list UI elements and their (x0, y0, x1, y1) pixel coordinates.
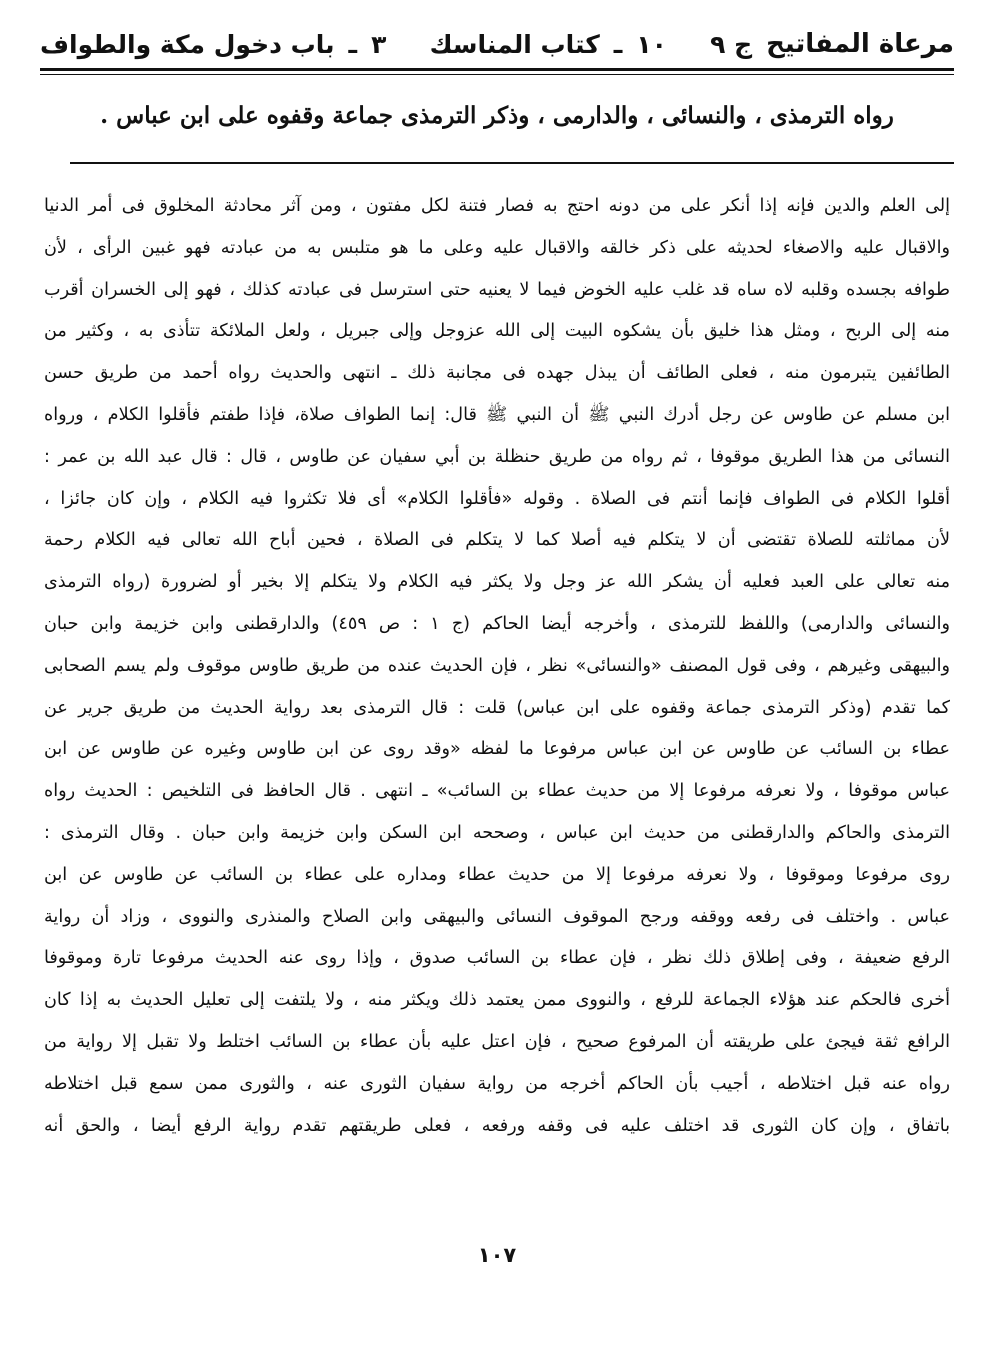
commentary-text (44, 186, 950, 1147)
page-number: ١٠٧ (477, 1243, 517, 1267)
header-volume: ج ٩ (710, 29, 753, 59)
header-dash: ـ (348, 29, 358, 59)
text-line: والبيهقى وغيرهم ، وفى قول المصنف «والنسائى» نظر ، فإن الحديث عنده من طريق طاوس موقوف ولم يسم الصحابى (44, 655, 950, 676)
header-right-group (710, 29, 954, 59)
text-line: الرفع ضعيفة ، وفى إطلاق ذلك نظر ، فإن عطاء بن السائب صدوق ، وإذا روى عنه الحديث مرفوعا تارة وموقوفا (44, 948, 950, 969)
text-line: النسائى من هذا الطريق موقوفا ، ثم رواه من طريق حنظلة بن أبي سفيان عن طاوس ، قال : قال عبد الله بن عمر : (44, 446, 950, 467)
text-line: باتفاق ، وإن كان الثورى قد اختلف عليه فى وقفه ورفعه ، فعلى طريقتهم تقدم رواية الرفع أيضا ، والحق أنه (44, 1115, 950, 1136)
text-line: طوافه بجسده وقلبه لاه ساه قد غلب عليه الخوض فيما لا يعنيه حتى استرسل فى عبادته كذلك ، فهو إلى الخسران أقرب (44, 279, 950, 300)
header-rule-thick (40, 68, 954, 71)
text-line: ابن مسلم عن طاوس عن رجل أدرك النبي ﷺ أن النبي ﷺ قال: إنما الطواف صلاة، فإذا طفتم فأقلوا الكلام ، ورواه (44, 404, 950, 425)
header-dash: ـ (613, 29, 623, 59)
running-header (40, 24, 954, 64)
text-line: عباس موقوفا ، ولا نعرفه مرفوعا إلا من حديث عطاء بن السائب» ـ انتهى . قال الحافظ فى التلخيص : الحديث رواه (44, 781, 950, 802)
text-line: عطاء بن السائب عن طاوس عن ابن عباس مرفوعا ما لفظه «وقد روى عن ابن طاوس وغيره عن طاوس عن ابن (44, 739, 950, 760)
header-rule-thin (40, 74, 954, 75)
text-line: روى مرفوعا وموقوفا ، ولا نعرفه مرفوعا إلا من حديث عطاء ومداره على عطاء بن السائب عن طاوس عن ابن (44, 864, 950, 885)
text-line: أقلوا الكلام فى الطواف فإنما أنتم فى الصلاة . وقوله «فأقلوا الكلام» أى فلا تكثروا فيه الكلام ، وإن كان جائزا ، (44, 488, 950, 509)
text-line: الترمذى والحاكم والدارقطنى من حديث ابن عباس ، وصححه ابن السكن وابن خزيمة وابن حبان . وقال الترمذى : (44, 822, 950, 843)
header-book-title: مرعاة المفاتيح (766, 29, 954, 59)
text-line: لأن مماثلته للصلاة تقتضى أن لا يتكلم فيه أصلا كما لا يتكلم فى الصلاة ، فحين أباح الله تعالى فيه الكلام رحمة (44, 530, 950, 551)
text-line: منه تعالى على العبد فعليه أن يشكر الله عز وجل ولا يكثر فيه الكلام ولا يتكلم إلا بخير أو لضرورة (رواه الترمذى (44, 572, 950, 593)
text-line: كما تقدم (وذكر الترمذى جماعة وقفوه على ابن عباس) قلت : قال الترمذى بعد رواية الحديث من طريق جرير عن (44, 697, 950, 718)
text-line: رواه عنه قبل اختلاطه ، أجيب بأن الحاكم أخرجه من رواية سفيان الثورى عنه ، والثورى ممن سمع قبل اختلاطه (44, 1073, 950, 1094)
text-line: الرافع ثقة فيجئ على طريقته أن المرفوع صحيح ، فإن اعتل عليه بأن عطاء بن السائب اختلط ولا تقبل إلا رواية من (44, 1031, 950, 1052)
text-line: الطائفين يتبرمون منه ، فعلى الطائف أن يبذل جهده فى مجانبة ذلك ـ انتهى والحديث رواه أحمد من طريق حسن (44, 363, 950, 384)
text-line: أخرى فالحكم عند هؤلاء الجماعة للرفع ، والنووى ممن يعتمد ذلك ويكثر منه ، ولا يلتفت إلى تعليل الحديث به إذا كان (44, 990, 950, 1011)
header-section-title: باب دخول مكة والطواف (40, 29, 335, 59)
text-line: إلى العلم والدين فإنه إذا أنكر على من دونه احتج به فصار فتنة لكل مفتون ، ومن آثر محادثة المخلوق فى أمر الدنيا (44, 196, 950, 216)
header-section-number: ٣ (371, 29, 387, 59)
text-line: منه إلى الربح ، ومثل هذا خليق بأن يشكوه البيت إلى الله عزوجل وإلى جبريل ، ولعل الملائكة تتأذى به ، وكثير من (44, 321, 950, 342)
header-left-group (40, 30, 386, 59)
text-divider (70, 162, 954, 164)
text-line: والنسائى والدارمى) واللفظ للترمذى ، وأخرجه أيضا الحاكم (ج ١ : ص ٤٥٩) والدارقطنى وابن خزيمة وابن حبان (44, 613, 950, 634)
text-line: عباس . واختلف فى رفعه ووقفه ورجح الموقوف النسائى والبيهقى وابن الصلاح والمنذرى والنووى ، وزاد أن رواية (44, 906, 950, 927)
header-center-group (430, 30, 667, 59)
header-chapter-number: ١٠ (636, 29, 667, 59)
hadith-attribution: رواه الترمذى ، والنسائى ، والدارمى ، وذكر الترمذى جماعة وقفوه على ابن عباس . (100, 102, 894, 129)
header-chapter-title: كتاب المناسك (429, 29, 600, 59)
text-line: والاقبال عليه والاصغاء لحديثه على ذكر خالقه والاقبال عليه وعلى ما هو متلبس به من عبادته فهو غبين الرأى ، لأن (44, 237, 950, 258)
